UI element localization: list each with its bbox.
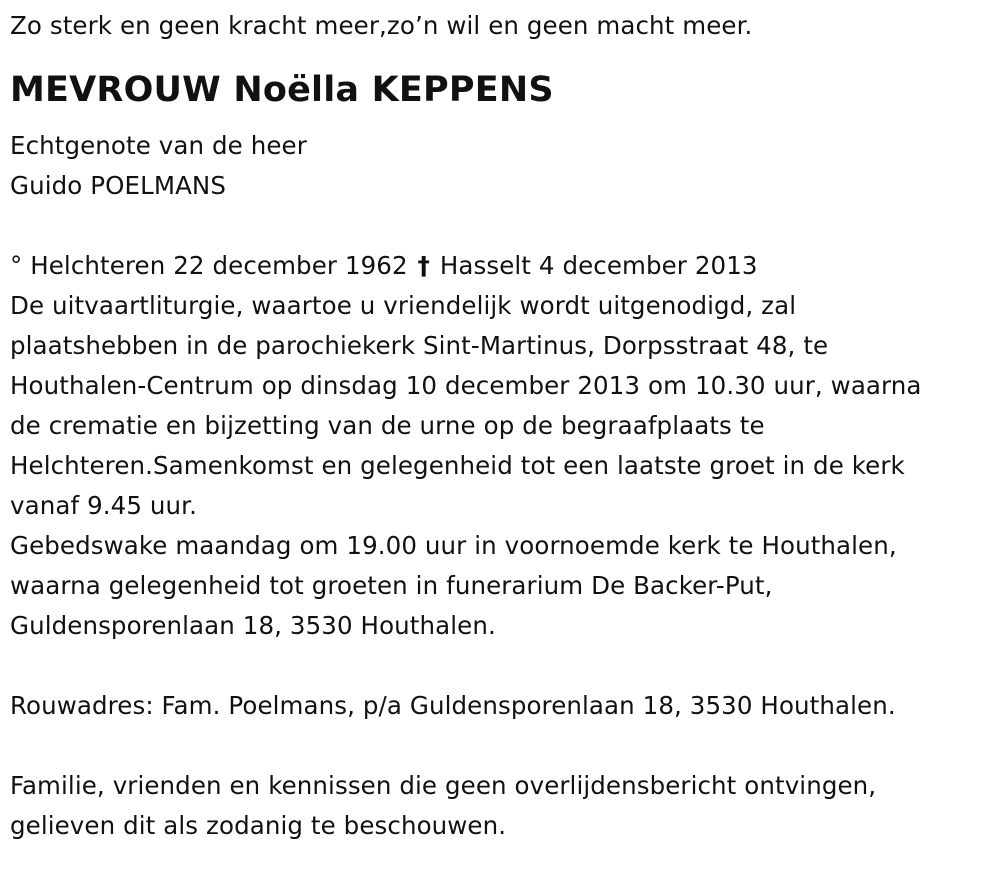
spacer (10, 646, 995, 686)
dates-line (10, 246, 995, 286)
motto-text: Zo sterk en geen kracht meer,zo’n wil en geen macht meer. (10, 11, 753, 40)
ceremony-line: de crematie en bijzetting van de urne op de begraafplaats te (10, 411, 765, 440)
vigil-line: waarna gelegenheid tot groeten in funerarium De Backer-Put, (10, 571, 773, 600)
closing-line: gelieven dit als zodanig te beschouwen. (10, 811, 507, 840)
spacer (10, 726, 995, 766)
cross-icon: † (417, 251, 430, 280)
closing-line: Familie, vrienden en kennissen die geen overlijdensbericht ontvingen, (10, 771, 877, 800)
vigil-line: Gebedswake maandag om 19.00 uur in voornoemde kerk te Houthalen, (10, 531, 897, 560)
ceremony-line: Helchteren.Samenkomst en gelegenheid tot een laatste groet in de kerk (10, 451, 905, 480)
ceremony-line: De uitvaartliturgie, waartoe u vriendelijk wordt uitgenodigd, zal (10, 291, 797, 320)
birth-info: ° Helchteren 22 december 1962 (10, 251, 408, 280)
ceremony-line: vanaf 9.45 uur. (10, 491, 197, 520)
deceased-name: MEVROUW Noëlla KEPPENS (10, 70, 554, 110)
mourning-address: Rouwadres: Fam. Poelmans, p/a Guldensporenlaan 18, 3530 Houthalen. (10, 691, 896, 720)
ceremony-line: Houthalen-Centrum op dinsdag 10 december 2013 om 10.30 uur, waarna (10, 371, 922, 400)
relation-line-2: Guido POELMANS (10, 171, 227, 200)
spacer (10, 206, 995, 246)
relation-line-1: Echtgenote van de heer (10, 131, 307, 160)
ceremony-line: plaatshebben in de parochiekerk Sint-Martinus, Dorpsstraat 48, te (10, 331, 829, 360)
obituary-notice (10, 6, 995, 846)
vigil-line: Guldensporenlaan 18, 3530 Houthalen. (10, 611, 496, 640)
death-info: Hasselt 4 december 2013 (439, 251, 758, 280)
